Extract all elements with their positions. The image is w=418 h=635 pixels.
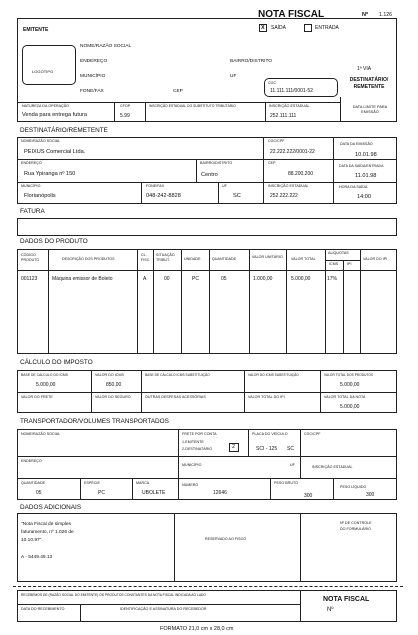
seguro-label: VALOR DO SEGURO xyxy=(95,395,131,399)
transp-endereco-label: ENDEREÇO xyxy=(21,459,42,463)
row-situacao: 00 xyxy=(164,276,170,282)
cep-label: CEP xyxy=(173,89,183,94)
transp-ie-label: INSCRIÇÃO ESTADUAL xyxy=(312,465,353,469)
canhoto-number-label: Nº xyxy=(327,607,334,613)
ie-subst-label: INSCRIÇÃO ESTADUAL DO SUBSTITUTO TRIBUTÁRIO xyxy=(149,104,236,108)
vol-liquido-label: PESO LÍQUIDO xyxy=(340,485,367,489)
cfop-value: 5.99 xyxy=(120,113,130,119)
frete-conta-value: 2 xyxy=(232,444,235,450)
canhoto-data-label: DATA DO RECEBIMENTO xyxy=(21,607,65,611)
dest-nome-value: PEIXUS Comercial Ltda. xyxy=(24,149,86,155)
transp-cgc-label: CGC/CPF xyxy=(304,432,321,436)
produtos-section-title: DADOS DO PRODUTO xyxy=(20,238,88,245)
controle-label-1: Nº DE CONTROLE xyxy=(340,521,372,525)
base-subst-label: BASE DE CÁLCULO ICMS SUBSTITUIÇÃO xyxy=(145,373,210,377)
cgc-value: 11.111.111/0001-52 xyxy=(270,88,313,94)
entrada-checkbox[interactable] xyxy=(304,24,312,32)
canhoto-assinatura-label: IDENTIFICAÇÃO E ASSINATURA DO RECEBEDOR xyxy=(120,607,207,611)
reservado-fisco-label: RESERVADO AO FISCO xyxy=(205,537,247,541)
dest-bairro-value: Centro xyxy=(201,172,218,178)
valor-subst-label: VALOR DO ICMS SUBSTITUIÇÃO xyxy=(248,373,299,377)
dest-ie-value: 252.222.222 xyxy=(270,193,298,199)
destinatario-section-title: DESTINATÁRIO/REMETENTE xyxy=(20,127,108,134)
ie-value: 252.111.111 xyxy=(270,113,297,119)
dest-cep-value: 88.200.200 xyxy=(288,171,314,177)
number-label: Nº xyxy=(362,12,368,18)
row-icms: 17% xyxy=(327,276,338,282)
dest-bairro-label: BAIRRO/DISTRITO xyxy=(200,161,233,165)
data-limite-label: DATA LIMITE PARA EMISSÃO xyxy=(352,105,388,115)
imposto-section-title: CÁLCULO DO IMPOSTO xyxy=(20,359,93,366)
emitente-label: EMITENTE xyxy=(23,27,49,33)
row-quantidade: 05 xyxy=(221,276,227,282)
saida-checkbox[interactable] xyxy=(259,24,267,32)
frete-destinatario-option: 2-DESTINATÁRIO xyxy=(182,447,213,451)
vol-marca-label: MARCA xyxy=(136,481,150,485)
col-codigo: CÓDIGO PRODUTO xyxy=(21,253,40,262)
vol-numero-label: NÚMERO xyxy=(182,483,199,487)
col-valor-total: VALOR TOTAL xyxy=(291,257,316,261)
col-cl-fisc: CL. FISC. xyxy=(141,253,151,262)
natureza-value: Venda para entrega futura xyxy=(22,112,87,118)
col-icms: ICMS xyxy=(329,262,339,266)
via-label: 1ª VIA xyxy=(357,66,372,72)
dest-saida-value: 11.01.98 xyxy=(355,173,377,179)
dest-hora-label: HORA DA SAÍDA xyxy=(339,185,368,189)
endereco-label: ENDEREÇO xyxy=(80,59,108,64)
logo-box xyxy=(22,45,76,85)
adicionais-line-3: 10.10.97". xyxy=(21,538,43,543)
transp-uf-label: UF xyxy=(290,463,295,467)
col-ipi: IPI xyxy=(347,262,352,266)
transp-municipio-label: MUNICÍPIO xyxy=(182,463,202,467)
adicionais-line-4: A - 5449.49.13 xyxy=(21,555,53,560)
transp-razao-label: NOME/RAZÃO SOCIAL xyxy=(21,432,61,436)
row-descricao: Máquina emissor de Boleto xyxy=(52,276,113,282)
valor-icms-value: 850,00 xyxy=(106,382,122,388)
vol-especie-value: PC xyxy=(98,490,105,496)
vol-bruto-value: 300 xyxy=(304,493,313,499)
dest-hora-value: 14:00 xyxy=(357,194,371,200)
vol-qtd-label: QUANTIDADE xyxy=(21,481,46,485)
frete-label: VALOR DO FRETE xyxy=(21,395,53,399)
vol-qtd-value: 05 xyxy=(36,490,42,496)
frete-conta-box[interactable] xyxy=(229,443,239,452)
dest-municipio-label: MUNICÍPIO xyxy=(21,184,41,188)
placa-label: PLACA DO VEÍCULO xyxy=(252,432,288,436)
total-nota-label: VALOR TOTAL DA NOTA xyxy=(324,395,366,399)
adicionais-section-title: DADOS ADICIONAIS xyxy=(20,504,82,511)
dest-nome-label: NOME/RAZÃO SOCIAL xyxy=(21,139,61,143)
dest-emissao-value: 10.01.98 xyxy=(355,152,377,158)
frete-emitente-option: 1-EMITENTE xyxy=(182,440,204,444)
fone-label: FONE/FAX xyxy=(80,89,104,94)
base-icms-value: 5.000,00 xyxy=(36,382,56,388)
dest-fone-label: FONE/FAX xyxy=(146,184,165,188)
outras-label: OUTRAS DESPESAS ACESSÓRIAS xyxy=(145,395,206,399)
canhoto-recebemos: RECEBEMOS DE (RAZÃO SOCIAL DO EMITENTE) OS PRODUTOS CONSTANTES DA NOTA FISCAL INDICADA AO LADO xyxy=(21,593,206,597)
col-unidade: UNIDADE xyxy=(184,257,201,261)
row-codigo: 001123 xyxy=(21,276,38,282)
base-icms-label: BASE DE CÁLCULO DO ICMS xyxy=(21,373,68,377)
dest-cgc-label: CGC/CPF xyxy=(268,139,285,143)
vol-especie-label: ESPÉCIE xyxy=(84,481,100,485)
row-unidade: PC xyxy=(192,276,199,282)
vol-liquido-value: 300 xyxy=(366,492,375,498)
vol-marca-value: UBOLETE xyxy=(142,490,166,496)
cgc-label: CGC xyxy=(268,81,277,85)
dest-uf-value: SC xyxy=(233,193,241,199)
natureza-label: NATUREZA DA OPERAÇÃO xyxy=(22,104,70,108)
produtos-table xyxy=(17,249,397,354)
row-valor-unitario: 1.000,00 xyxy=(253,276,273,282)
col-quantidade: QUANTIDADE xyxy=(212,257,237,261)
nota-number: 1.126 xyxy=(379,12,392,18)
dest-municipio-value: Florianópolis xyxy=(24,193,56,199)
valor-icms-label: VALOR DO ICMS xyxy=(95,373,124,377)
adicionais-line-2: faturamento, nº 1.026 de xyxy=(21,530,74,535)
saida-label: SAÍDA xyxy=(271,25,287,31)
bairro-label: BAIRRO/DISTRITO xyxy=(230,59,273,64)
dest-emissao-label: DATA DA EMISSÃO xyxy=(340,142,373,146)
placa-uf-value: SC xyxy=(287,446,294,452)
dest-ie-label: INSCRIÇÃO ESTADUAL xyxy=(268,184,309,188)
col-valor-unitario: VALOR UNITÁRIO xyxy=(252,255,283,259)
dest-uf-label: UF xyxy=(222,184,227,188)
municipio-label: MUNICÍPIO xyxy=(80,74,106,79)
col-valor-ipi: VALOR DO IPI xyxy=(363,257,388,261)
total-produtos-value: 5.000,00 xyxy=(340,382,360,388)
razao-label: NOME/RAZÃO SOCIAL xyxy=(80,44,132,49)
adicionais-line-1: "Nota Fiscal de simples xyxy=(21,522,71,527)
logotipo-label: LOGOTIPO xyxy=(32,69,54,74)
dest-saida-label: DATA DA SAÍDA/ENTRADA xyxy=(339,164,384,168)
dest-cgc-value: 22.222.222/0001-22 xyxy=(270,149,315,155)
vol-bruto-label: PESO BRUTO xyxy=(274,481,298,485)
col-situacao: SITUAÇÃO TRIBUT. xyxy=(156,253,175,262)
uf-label: UF xyxy=(230,74,237,79)
dest-endereco-value: Rua Ypiranga nº 150 xyxy=(24,171,76,177)
nota-fiscal-title: NOTA FISCAL xyxy=(258,9,325,20)
col-aliquotas: ALÍQUOTAS xyxy=(328,251,349,255)
col-descricao: DESCRIÇÃO DOS PRODUTOS xyxy=(62,257,115,261)
dest-cep-label: CEP xyxy=(268,161,276,165)
row-valor-total: 5.000,00 xyxy=(291,276,311,282)
ie-label: INSCRIÇÃO ESTADUAL xyxy=(269,104,310,108)
entrada-label: ENTRADA xyxy=(315,25,339,31)
frete-conta-label: FRETE POR CONTA xyxy=(182,432,217,436)
dest-endereco-label: ENDEREÇO xyxy=(21,161,42,165)
controle-label-2: DO FORMULÁRIO xyxy=(340,527,371,531)
saida-mark: X xyxy=(261,25,265,31)
canhoto-nf-title: NOTA FISCAL xyxy=(323,596,370,603)
total-ipi-label: VALOR TOTAL DO IPI xyxy=(248,395,285,399)
total-produtos-label: VALOR TOTAL DOS PRODUTOS xyxy=(324,373,374,377)
total-nota-value: 5.000,00 xyxy=(340,404,360,410)
row-cl-fisc: A xyxy=(143,276,147,282)
fatura-frame xyxy=(17,218,397,236)
destinatario-via-label: DESTINATÁRIO/ REMETENTE xyxy=(349,77,389,90)
placa-value: SCI - 125 xyxy=(256,446,278,452)
cfop-label: CFOP xyxy=(120,104,131,108)
formato-footer: FORMATO 21,0 cm x 28,0 cm xyxy=(160,626,234,632)
transporte-section-title: TRANSPORTADOR/VOLUMES TRANSPORTADOS xyxy=(20,418,169,425)
dest-fone-value: 048-242-8828 xyxy=(146,193,181,199)
fatura-section-title: FATURA xyxy=(20,208,45,215)
vol-numero-value: 12646 xyxy=(213,490,227,496)
